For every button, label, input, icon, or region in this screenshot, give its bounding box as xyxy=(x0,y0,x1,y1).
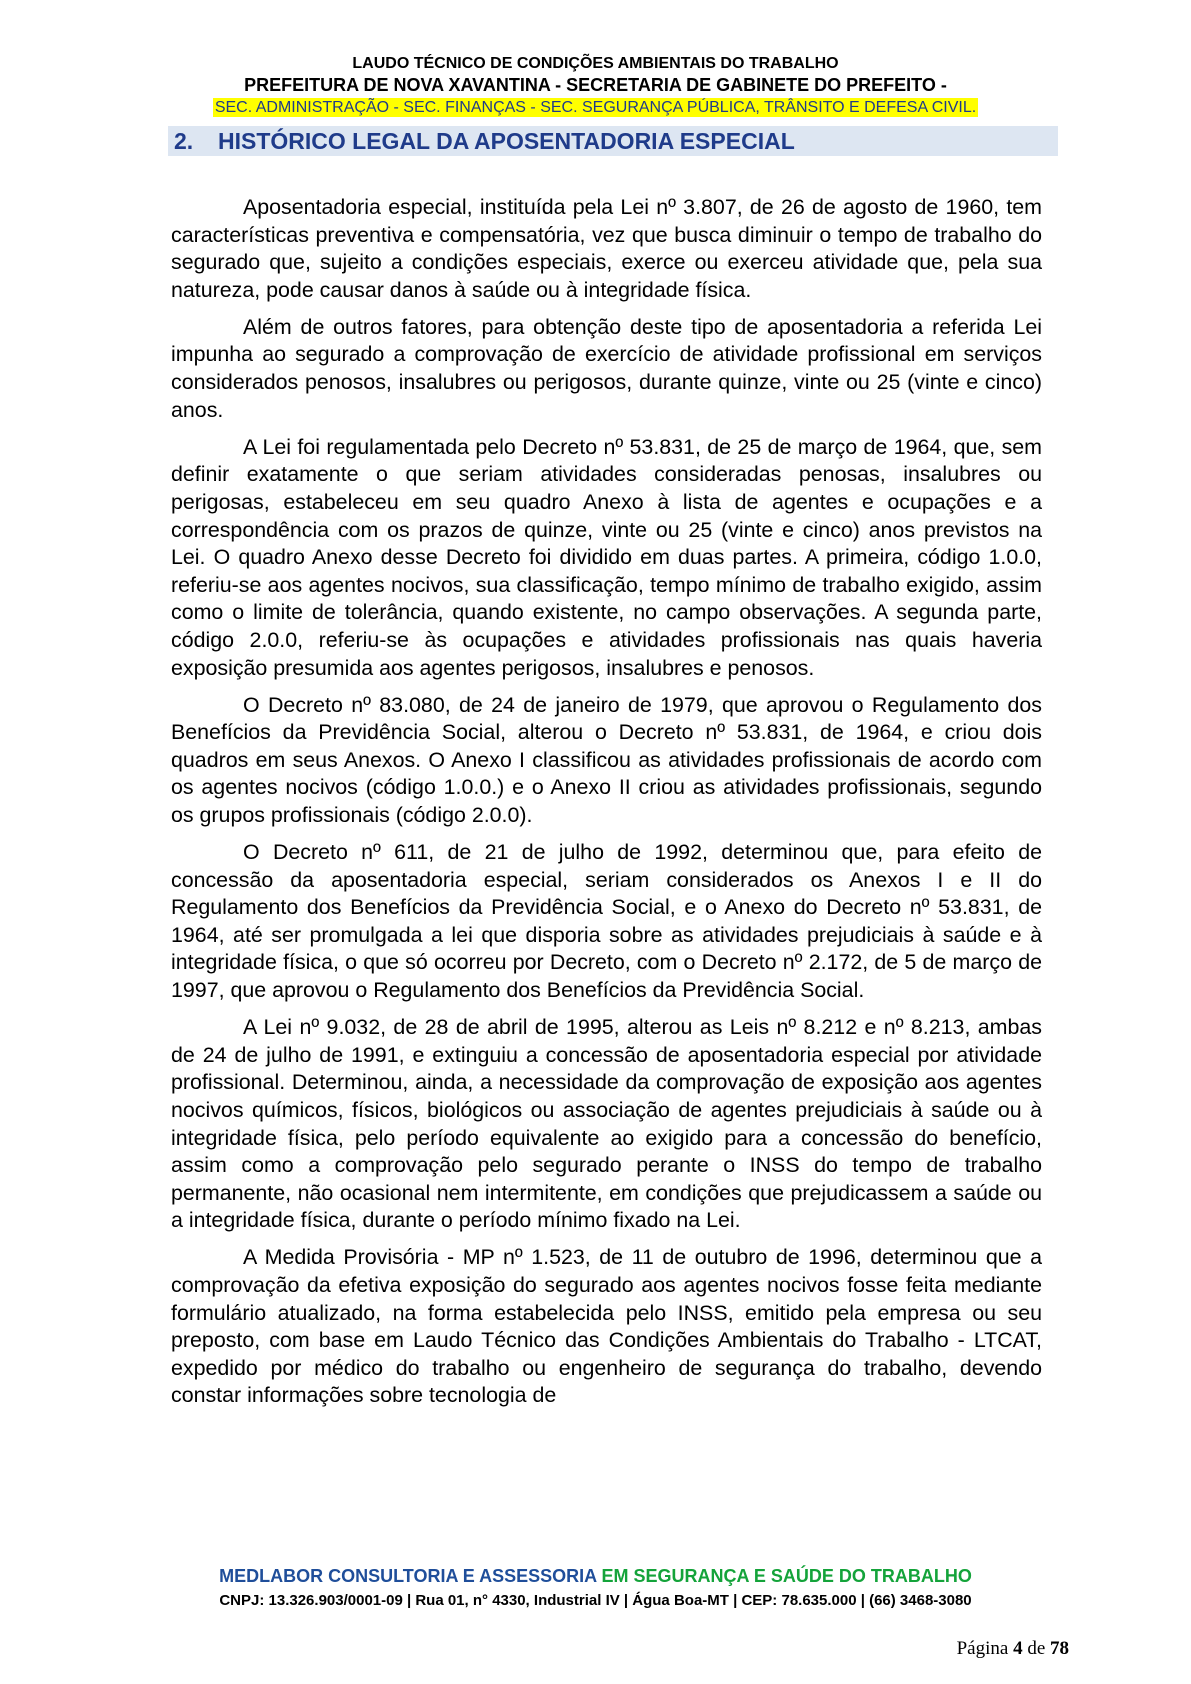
paragraph: O Decreto nº 611, de 21 de julho de 1992, determinou que, para efeito de concessão da aposentadoria especial, seriam considerados os Anexos I e II do Regulamento dos Benefícios da Previdência Social, e o Anexo do Decreto nº 53.831, de 1964, até ser promulgada a lei que disporia sobre as atividades prejudiciais à saúde e à integridade física, o que só ocorreu por Decreto, com o Decreto nº 2.172, de 5 de março de 1997, que aprovou o Regulamento dos Benefícios da Previdência Social. xyxy=(171,840,1042,1003)
page-total: 78 xyxy=(1050,1638,1069,1659)
paragraph: A Medida Provisória - MP nº 1.523, de 11 de outubro de 1996, determinou que a comprovação da efetiva exposição do segurado aos agentes nocivos fosse feita mediante formulário atualizado, na forma estabelecida pelo INSS, emitido pela empresa ou seu preposto, com base em Laudo Técnico das Condições Ambientais do Trabalho - LTCAT, expedido por médico do trabalho ou engenheiro de segurança do trabalho, devendo constar informações sobre tecnologia de xyxy=(171,1245,1042,1408)
document-body xyxy=(171,194,1042,1419)
page-current: 4 xyxy=(1013,1638,1023,1659)
footer-company xyxy=(0,1566,1191,1587)
page-separator: de xyxy=(1027,1638,1046,1659)
header-report-title: LAUDO TÉCNICO DE CONDIÇÕES AMBIENTAIS DO TRABALHO xyxy=(352,55,839,72)
document-header xyxy=(0,54,1191,117)
footer-company-specialty: EM SEGURANÇA E SAÚDE DO TRABALHO xyxy=(601,1566,972,1586)
header-departments: SEC. ADMINISTRAÇÃO - SEC. FINANÇAS - SEC. SEGURANÇA PÚBLICA, TRÂNSITO E DEFESA CIVIL. xyxy=(214,99,977,116)
paragraph: A Lei foi regulamentada pelo Decreto nº 53.831, de 25 de março de 1964, que, sem definir exatamente o que seriam atividades consideradas penosas, insalubres ou perigosas, estabeleceu em seu quadro Anexo à lista de agentes e ocupações e a correspondência com os prazos de quinze, vinte ou 25 (vinte e cinco) anos previstos na Lei. O quadro Anexo desse Decreto foi dividido em duas partes. A primeira, código 1.0.0, referiu-se aos agentes nocivos, sua classificação, tempo mínimo de trabalho exigido, assim como o limite de tolerância, quando existente, no campo observações. A segunda parte, código 2.0.0, referiu-se às ocupações e atividades profissionais nas quais haveria exposição presumida aos agentes perigosos, insalubres e penosos. xyxy=(171,434,1042,680)
section-title: HISTÓRICO LEGAL DA APOSENTADORIA ESPECIAL xyxy=(218,128,795,154)
section-number: 2. xyxy=(174,128,194,154)
page-label: Página xyxy=(956,1638,1009,1659)
paragraph: Além de outros fatores, para obtenção deste tipo de aposentadoria a referida Lei impunha ao segurado a comprovação de exercício de atividade profissional em serviços considerados penosos, insalubres ou perigosos, durante quinze, vinte ou 25 (vinte e cinco) anos. xyxy=(171,314,1042,422)
footer-address: CNPJ: 13.326.903/0001-09 | Rua 01, n° 4330, Industrial IV | Água Boa-MT | CEP: 78.635.000 | (66) 3468-3080 xyxy=(219,1592,972,1609)
paragraph: Aposentadoria especial, instituída pela Lei nº 3.807, de 26 de agosto de 1960, tem características preventiva e compensatória, vez que busca diminuir o tempo de trabalho do segurado que, sujeito a condições especiais, exerce ou exerceu atividade que, pela sua natureza, pode causar danos à saúde ou à integridade física. xyxy=(171,195,1042,302)
header-organization: PREFEITURA DE NOVA XAVANTINA - SECRETARIA DE GABINETE DO PREFEITO - xyxy=(244,75,947,95)
paragraph: O Decreto nº 83.080, de 24 de janeiro de 1979, que aprovou o Regulamento dos Benefícios da Previdência Social, alterou o Decreto nº 53.831, de 1964, e criou dois quadros em seus Anexos. O Anexo I classificou as atividades profissionais de acordo com os agentes nocivos (código 1.0.0.) e o Anexo II criou as atividades profissionais, segundo os grupos profissionais (código 2.0.0). xyxy=(171,692,1042,827)
paragraph: A Lei nº 9.032, de 28 de abril de 1995, alterou as Leis nº 8.212 e nº 8.213, ambas de 24 de julho de 1991, e extinguiu a concessão de aposentadoria especial por atividade profissional. Determinou, ainda, a necessidade da comprovação de exposição aos agentes nocivos químicos, físicos, biológicos ou associação de agentes prejudiciais à saúde ou à integridade física, pelo período equivalente ao exigido para a concessão do benefício, assim como a comprovação pelo segurado perante o INSS do tempo de trabalho permanente, não ocasional nem intermitente, em condições que prejudicassem a saúde ou a integridade física, durante o período mínimo fixado na Lei. xyxy=(171,1015,1042,1233)
section-heading xyxy=(168,126,1058,156)
footer-company-name: MEDLABOR CONSULTORIA E ASSESSORIA xyxy=(219,1566,602,1586)
page-number xyxy=(957,1638,1069,1660)
